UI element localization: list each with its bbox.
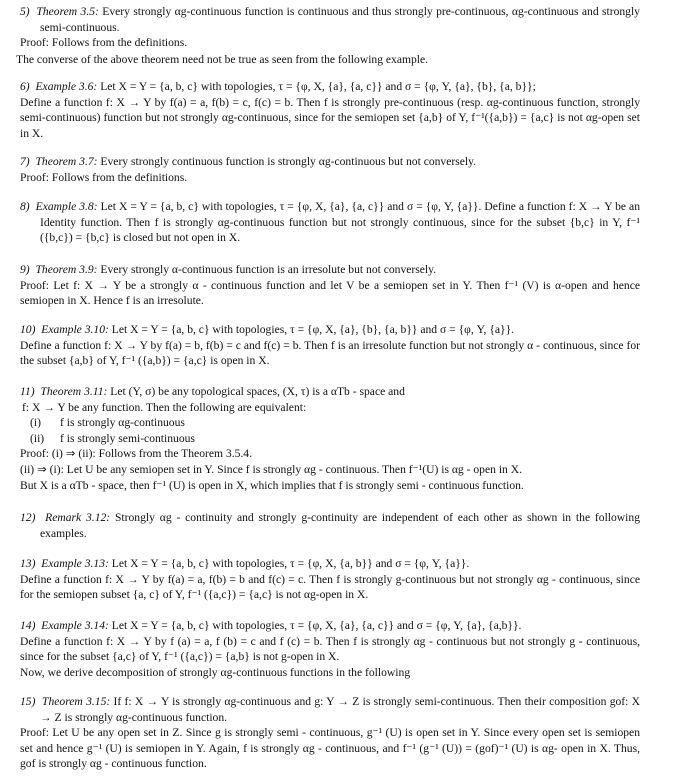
proof-text: Proof: Let f: X → Y be a strongly α - continuous function and let V be a semiopen set in Y. Then f⁻¹ (V) is α-open and hence semiopen in X. Hence f is an irresolute.: [20, 278, 640, 308]
item-number: 13): [20, 557, 36, 570]
item-number: 6): [20, 80, 30, 93]
theorem-3-7: [20, 154, 640, 185]
condition-text: f is strongly semi-continuous: [60, 431, 195, 445]
item-number: 5): [20, 5, 30, 18]
proof-line: Proof: (i) ⇒ (ii): Follows from the Theorem 3.5.4.: [20, 447, 253, 461]
example-3-10: [20, 322, 640, 369]
theorem-3-15: [20, 694, 640, 772]
theorem-3-11: [20, 384, 640, 493]
item-number: 7): [20, 155, 30, 168]
item-label: Theorem 3.15:: [42, 695, 111, 708]
item-label: Remark 3.12:: [45, 511, 111, 524]
condition-number: (i): [30, 416, 41, 430]
remark-3-12: [20, 510, 640, 541]
item-number: 8): [20, 200, 30, 213]
example-body: Define a function f: X → Y by f (a) = a, f (b) = c and f (c) = b. Then f is strongly αg - continuous but not strongly g - continuous, since for the subset {a,c} of Y, f⁻¹ ({a,c}) = {a,b} is not g-open in X.: [20, 634, 640, 664]
item-label: Theorem 3.9:: [35, 263, 98, 276]
item-number: 10): [20, 323, 36, 336]
item-text: Let X = Y = {a, b, c} with topologies, τ = {φ, X, {a}, {b}, {a, b}} and σ = {φ, Y, {a}}.: [111, 323, 515, 336]
theorem-statement: [20, 4, 640, 35]
example-statement: [20, 79, 640, 95]
theorem-statement: [20, 262, 640, 278]
item-number: 11): [20, 385, 35, 398]
item-label: Theorem 3.11:: [40, 385, 108, 398]
theorem-3-9: [20, 262, 640, 309]
item-number: 12): [20, 511, 36, 524]
item-text: Let (Y, σ) be any topological spaces, (X, τ) is a αTb - space and: [110, 385, 405, 398]
example-statement: [20, 199, 640, 246]
item-text: If f: X → Y is strongly αg-continuous and g: Y → Z is strongly semi-continuous. Then their composition gof: X → Z is strongly αg-continuous function.: [40, 695, 641, 724]
proof-line: (ii) ⇒ (i): Let U be any semiopen set in Y. Since f is strongly αg - continuous. Then f⁻¹(U) is αg - open in X.: [20, 462, 523, 476]
item-number: 14): [20, 619, 36, 632]
theorem-statement: [20, 154, 640, 170]
condition-item: [20, 431, 640, 447]
item-label: Example 3.10:: [41, 323, 109, 336]
theorem-statement: [20, 384, 640, 400]
paragraph: The converse of the above theorem need not be true as seen from the following example.: [16, 53, 429, 66]
item-text: Every strongly continuous function is strongly αg-continuous but not conversely.: [100, 155, 477, 168]
item-text: Every strongly αg-continuous function is continuous and thus strongly pre-continuous, αg-continuous and strongly semi-continuous.: [40, 5, 640, 34]
item-text: Every strongly α-continuous function is an irresolute but not conversely.: [100, 263, 437, 276]
example-statement: [20, 618, 640, 634]
converse-note: [16, 52, 642, 68]
theorem-3-5: [20, 4, 640, 51]
condition-number: (ii): [30, 431, 45, 445]
example-body: Define a function f: X → Y by f(a) = a, f(b) = c, f(c) = b. Then f is strongly pre-continuous (resp. αg-continuous function, strongly semi-continuous) function but not strongly αg-continuous, since for the semiopen set {a,b} of Y, f⁻¹({a,b}) = {a,c} is not αg-open set in X.: [20, 95, 640, 140]
item-text: Let X = Y = {a, b, c} with topologies, τ = {φ, X, {a}, {a, c}} and σ = {φ, Y, {a}}. Define a function f: X → Y be an Identity function. Then f is strongly αg-continuous function but not strongly continuous, since for the subset {b,c} in Y, f⁻¹ ({b,c}) = {b,c} is closed but not open in X.: [40, 200, 641, 245]
remark-statement: [20, 510, 640, 541]
condition-item: [20, 415, 640, 431]
item-text: Let X = Y = {a, b, c} with topologies, τ = {φ, X, {a, b}} and σ = {φ, Y, {a}}.: [111, 557, 470, 570]
item-label: Example 3.13:: [41, 557, 109, 570]
example-body: Define a function f: X → Y by f(a) = a, f(b) = b and f(c) = c. Then f is strongly g-continuous but not strongly αg - continuous, since for the semiopen subset {a, c} of Y, f⁻¹ ({a,c}) = {a,c} is not αg-open in X.: [20, 572, 640, 602]
item-label: Example 3.8:: [35, 200, 98, 213]
example-3-13: [20, 556, 640, 603]
example-body: Define a function f: X → Y by f(a) = b, f(b) = c and f(c) = b. Then f is an irresolute function but not strongly α - continuous, since for the subset {a,b} of Y, f⁻¹ ({a,b}) = {a,c} is open in X.: [20, 338, 640, 368]
item-label: Theorem 3.7:: [35, 155, 98, 168]
example-3-8: [20, 199, 640, 246]
theorem-line-2: f: X → Y be any function. Then the following are equivalent:: [22, 400, 307, 414]
item-number: 15): [20, 695, 36, 708]
example-statement: [20, 556, 640, 572]
proof-text: Proof: Follows from the definitions.: [20, 36, 188, 50]
example-3-6: [20, 79, 640, 141]
item-text: Strongly αg - continuity and strongly g-continuity are independent of each other as shown in the following examples.: [40, 511, 640, 540]
item-label: Theorem 3.5:: [36, 5, 99, 18]
proof-text: Proof: Follows from the definitions.: [20, 170, 188, 184]
item-text: Let X = Y = {a, b, c} with topologies, τ = {φ, X, {a}, {a, c}} and σ = {φ, Y, {a}, {b}, {a, b}};: [100, 80, 536, 93]
item-label: Example 3.6:: [35, 80, 98, 93]
item-number: 9): [20, 263, 30, 276]
item-text: Let X = Y = {a, b, c} with topologies, τ = {φ, X, {a}, {a, c}} and σ = {φ, Y, {a}, {a,b}}.: [111, 619, 522, 632]
paragraph: Now, we derive decomposition of strongly αg-continuous functions in the following: [20, 665, 411, 679]
condition-text: f is strongly αg-continuous: [60, 416, 185, 430]
example-3-14: [20, 618, 640, 680]
proof-line: But X is a αTb - space, then f⁻¹ (U) is open in X, which implies that f is strongly semi - continuous function.: [20, 478, 524, 492]
example-statement: [20, 322, 640, 338]
proof-text: Proof: Let U be any open set in Z. Since g is strongly semi - continuous, g⁻¹ (U) is open set in Y. Since every open set is semiopen set and hence g⁻¹ (U) is semiopen in Y. Again, f is strongly αg - continuous, and f⁻¹ (g⁻¹ (U)) = (gof)⁻¹ (U) is αg- open in X. Thus, gof is strongly αg - continuous function.: [20, 726, 640, 771]
theorem-statement: [20, 694, 640, 725]
item-label: Example 3.14:: [41, 619, 109, 632]
